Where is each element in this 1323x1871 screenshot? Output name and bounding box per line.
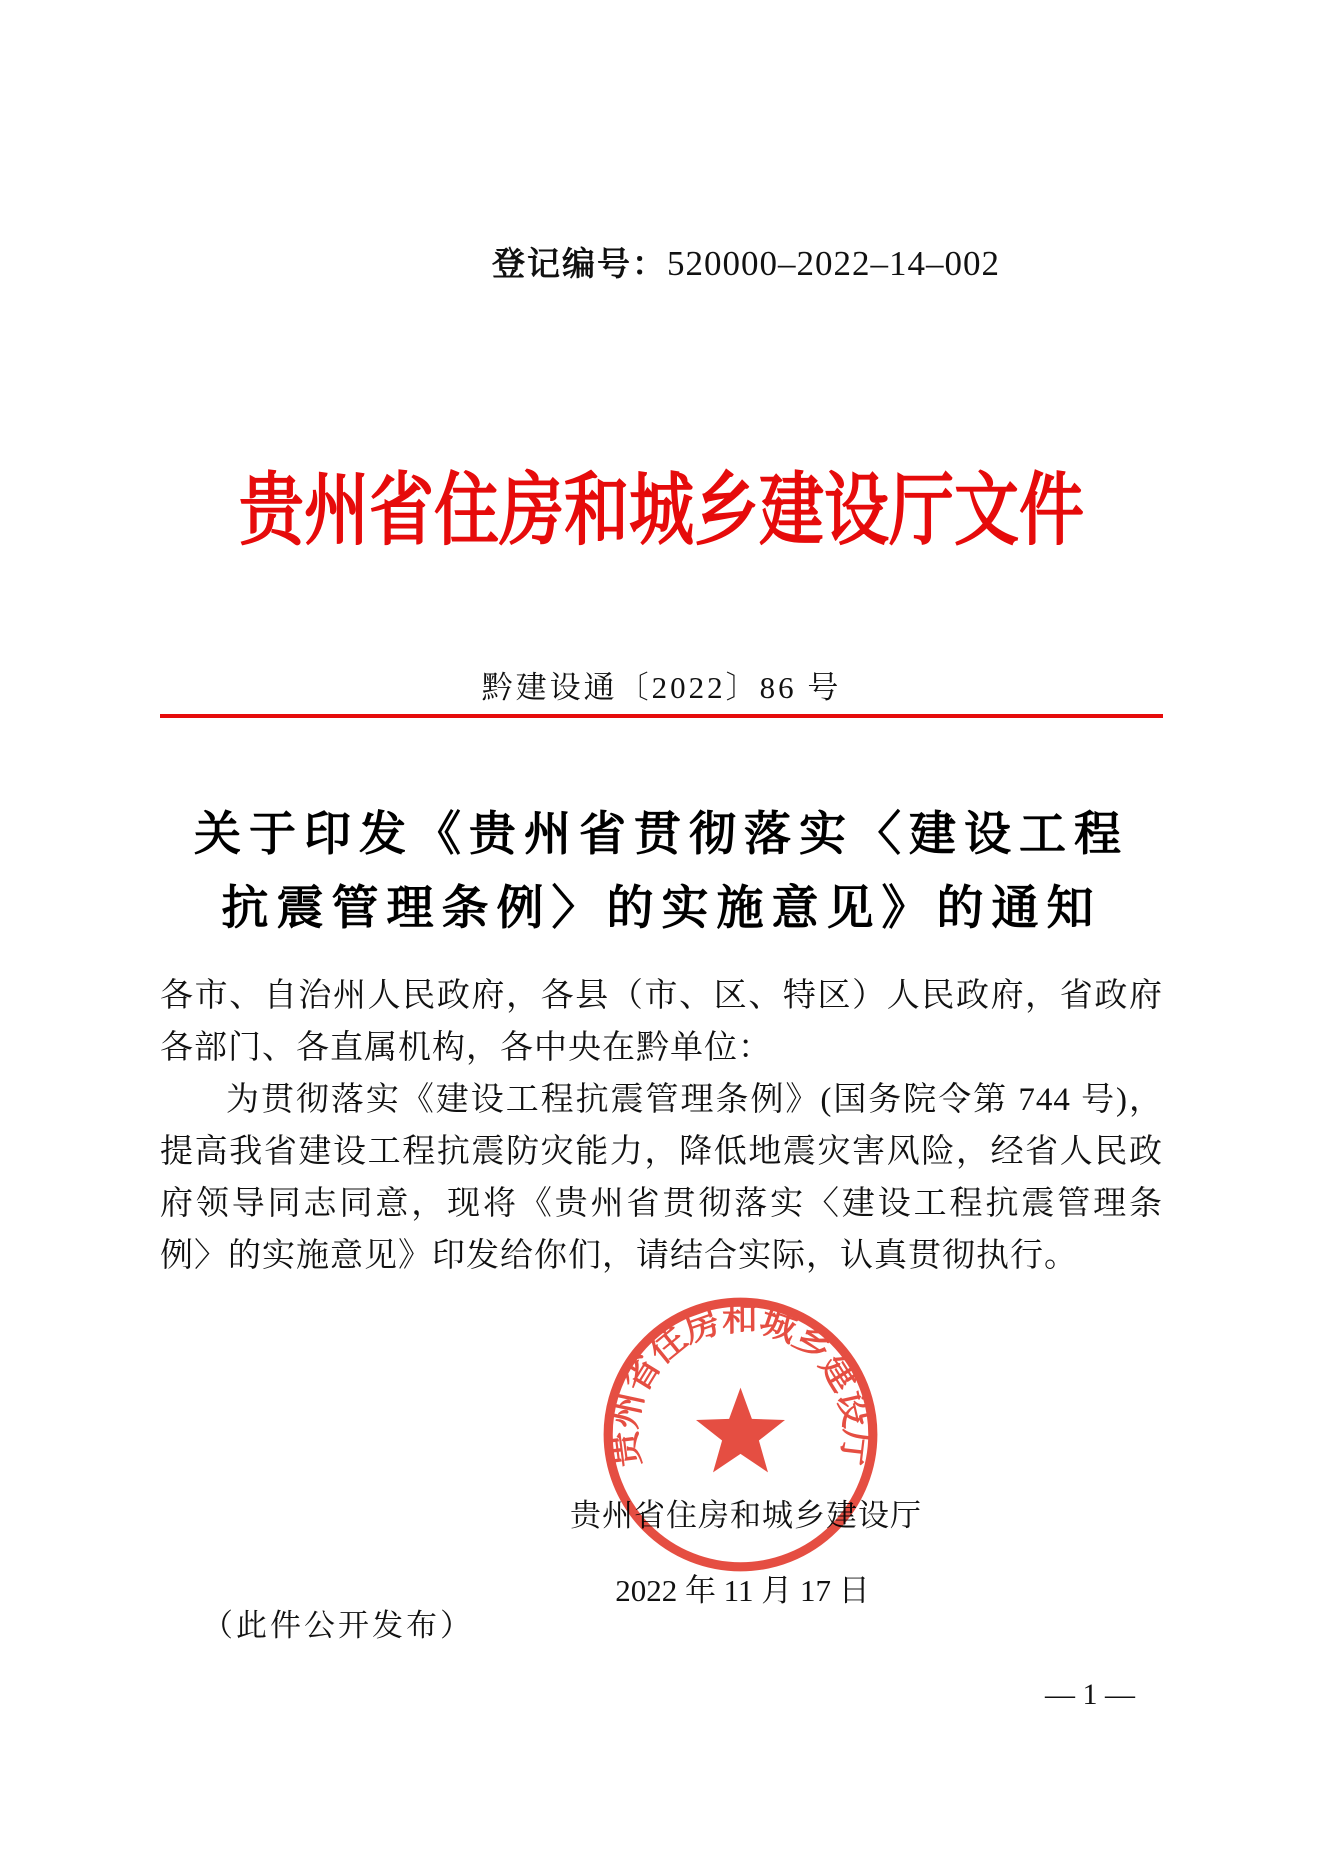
registration-label: 登记编号： (492, 245, 667, 282)
salutation-paragraph: 各市、自治州人民政府，各县（市、区、特区）人民政府，省政府各部门、各直属机构，各中央在黔单位： (160, 978, 1163, 1066)
main-paragraph: 为贯彻落实《建设工程抗震管理条例》(国务院令第 744 号)，提高我省建设工程抗震防灾能力，降低地震灾害风险，经省人民政府领导同志同意，现将《贵州省贯彻落实〈建设工程抗震管理条例〉的实施意见》印发给你们，请结合实际，认真贯彻执行。 (160, 1082, 1163, 1274)
public-release-note: （此件公开发布） (202, 1608, 474, 1643)
document-title-line1: 关于印发《贵州省贯彻落实〈建设工程 (194, 809, 1129, 861)
page-number: — 1 — (1045, 1678, 1135, 1711)
red-divider-line (160, 714, 1163, 718)
seal-arc-text: 贵州省住房和城乡建设厅 (603, 1298, 878, 1470)
document-body (160, 970, 1163, 1282)
document-title-line2: 抗震管理条例〉的实施意见》的通知 (221, 883, 1102, 935)
signature-date: 2022 年 11 月 17 日 (615, 1573, 870, 1608)
official-red-seal (598, 1292, 883, 1577)
document-reference-number: 黔建设通〔2022〕86 号 (481, 670, 842, 705)
seal-star-icon (696, 1388, 785, 1473)
agency-letterhead-title: 贵州省住房和城乡建设厅文件 (238, 467, 1084, 556)
registration-number: 520000–2022–14–002 (667, 244, 1000, 283)
document-title (160, 798, 1163, 946)
seal-graphic (598, 1292, 883, 1577)
signature-organization: 贵州省住房和城乡建设厅 (570, 1498, 922, 1533)
registration-number-line (492, 238, 1000, 285)
